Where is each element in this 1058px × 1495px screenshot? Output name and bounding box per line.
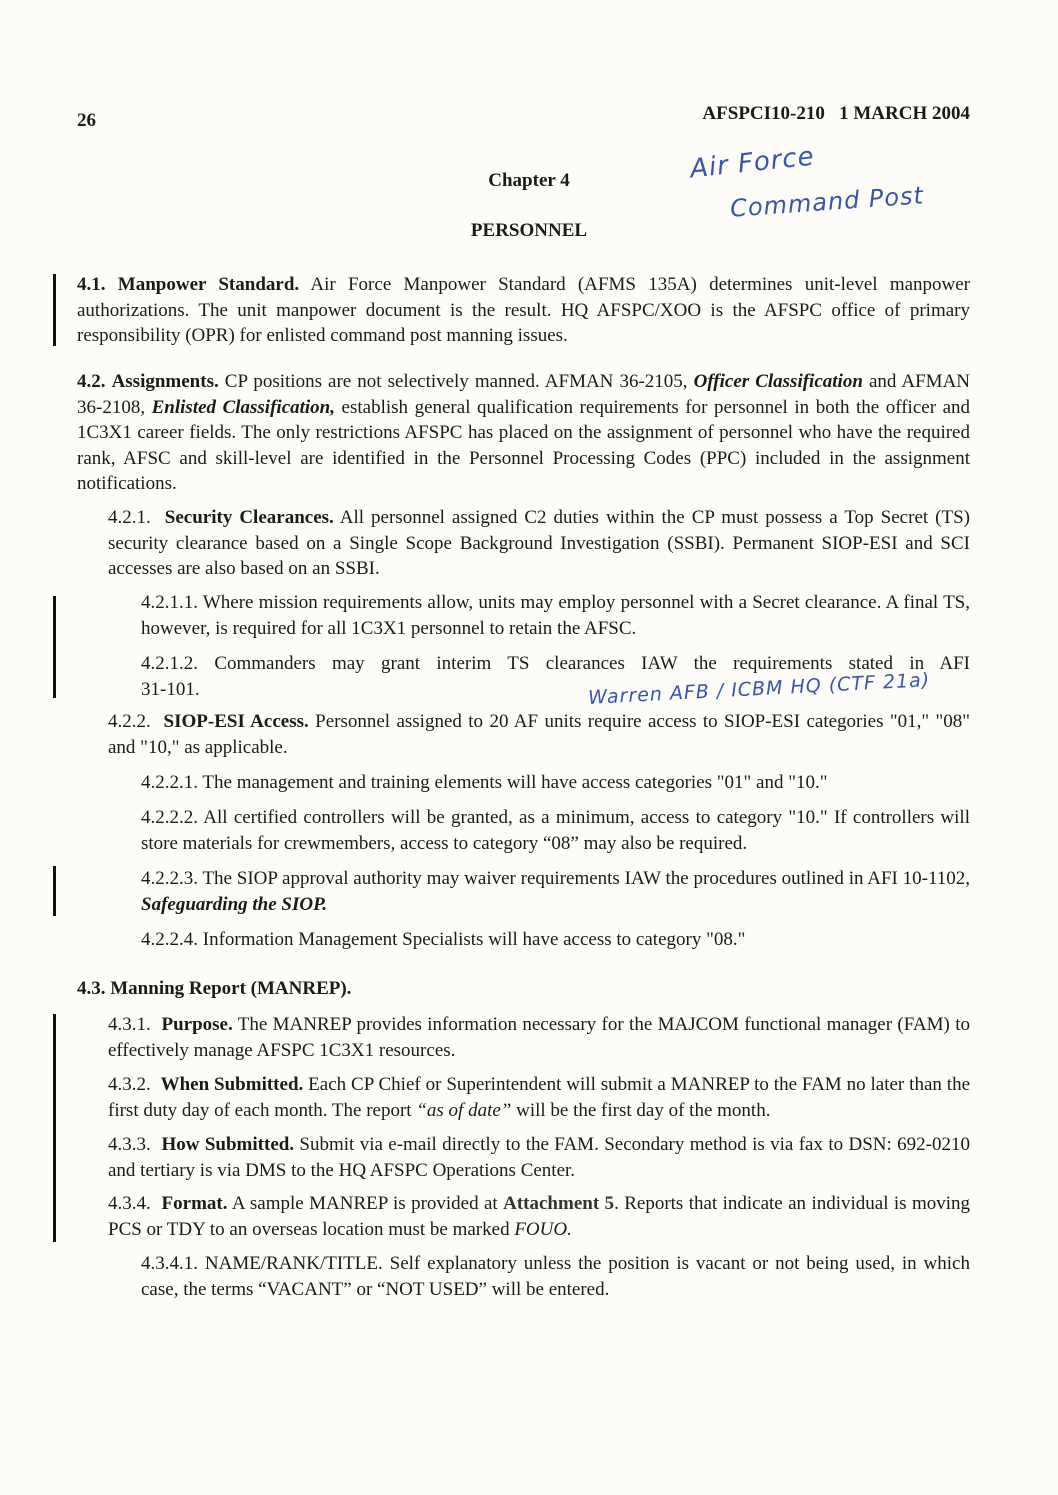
change-bar [53, 866, 56, 916]
section-4-3-2 [108, 1072, 970, 1123]
section-number: 4.3.1. [108, 1014, 151, 1035]
page-number: 26 [77, 110, 96, 131]
handwritten-note-top-1: Air Force [688, 141, 817, 185]
chapter-title: PERSONNEL [470, 220, 588, 241]
section-title: Security Clearances. [164, 507, 334, 528]
section-number: 4.2.2. [108, 711, 151, 732]
section-4-3-4 [108, 1191, 970, 1242]
attachment-link[interactable]: Attachment 5 [503, 1193, 615, 1214]
section-4-3-1 [108, 1012, 970, 1063]
change-bar [53, 274, 56, 346]
section-number: 4.2. [77, 371, 106, 392]
section-number: 4.3.4. [108, 1193, 151, 1214]
section-text: establish general qualification requirements for personnel in both the officer and 1C3X1 career fields. The only restrictions AFSPC has placed on the assignment of personnel who have the required rank, AFSC and skill-level are identified in the Personnel Processing Codes (PPC) included in the assignment notifications. [77, 396, 971, 494]
section-title: Assignments. [111, 371, 219, 392]
emphasis-text: FOUO. [514, 1218, 572, 1240]
section-4-3 [77, 976, 970, 1002]
change-bar [53, 596, 56, 698]
section-text: Personnel assigned to 20 AF units require access to SIOP-ESI categories "01," "08" and "10," as applicable. [108, 711, 971, 758]
reference-title: Enlisted Classification, [151, 396, 335, 418]
handwritten-note-top-2: Command Post [729, 181, 925, 223]
section-text: Air Force Manpower Standard (AFMS 135A) determines unit-level manpower authorizations. The unit manpower document is the result. HQ AFSPC/XOO is the AFSPC office of primary responsibility (OPR) for enlisted command post manning issues. [77, 274, 971, 346]
section-text: Each CP Chief or Superintendent will submit a MANREP to the FAM no later than the first duty day of each month. The report [108, 1074, 971, 1121]
section-4-1 [77, 272, 970, 349]
section-title: Manning Report (MANREP). [110, 978, 352, 999]
section-number: 4.1. [77, 274, 106, 295]
section-number: 4.3.3. [108, 1134, 151, 1155]
chapter-label: Chapter 4 [488, 170, 570, 191]
section-number: 4.3. [77, 978, 106, 999]
section-title: How Submitted. [161, 1134, 295, 1155]
section-text: The MANREP provides information necessary for the MAJCOM functional manager (FAM) to effectively manage AFSPC 1C3X1 resources. [108, 1014, 970, 1061]
section-4-2-2-1: 4.2.2.1. The management and training elements will have access categories "01" and "10." [141, 772, 828, 793]
section-text: 4.2.2.3. The SIOP approval authority may waiver requirements IAW the procedures outlined in AFI 10-1102, [141, 868, 970, 889]
section-4-3-4-1: 4.3.4.1. NAME/RANK/TITLE. Self explanatory unless the position is vacant or not being used, in which case, the terms “VACANT” or “NOT USED” will be entered. [141, 1253, 970, 1300]
section-text: A sample MANREP is provided at [227, 1193, 504, 1214]
section-text: . Reports that indicate an individual is moving PCS or TDY to an overseas location must be marked [108, 1193, 971, 1240]
section-text: 4.2.1.2. Commanders may grant interim TS clearances IAW the requirements stated in AFI [141, 653, 970, 674]
section-4-2-2-2: 4.2.2.2. All certified controllers will be granted, as a minimum, access to category "10." If controllers will store materials for crewmembers, access to category “08” may also be required. [141, 807, 970, 854]
section-text: and AFMAN 36-2108, [77, 371, 971, 418]
section-number: 4.3.2. [108, 1074, 151, 1095]
reference-title: Officer Classification [693, 371, 863, 392]
section-title: Purpose. [161, 1014, 233, 1035]
change-bar [53, 1014, 56, 1242]
section-text: Submit via e-mail directly to the FAM. Secondary method is via fax to DSN: 692-0210 and tertiary is via DMS to the HQ AFSPC Operations Center. [108, 1134, 970, 1181]
reference-title: Safeguarding the SIOP. [141, 893, 328, 915]
section-4-3-3 [108, 1132, 970, 1183]
section-text: will be the first day of the month. [511, 1099, 771, 1121]
section-4-2-2-4: 4.2.2.4. Information Management Specialists will have access to category "08." [141, 929, 746, 950]
section-text: 31-101. [141, 678, 200, 700]
section-4-2 [77, 369, 970, 497]
section-title: Format. [161, 1193, 228, 1214]
section-4-2-2 [108, 709, 970, 760]
section-title: When Submitted. [160, 1074, 304, 1095]
section-title: Manpower Standard. [117, 274, 300, 295]
section-text: CP positions are not selectively manned. AFMAN 36-2105, [218, 371, 694, 392]
section-4-2-1 [108, 505, 970, 582]
section-4-2-2-3 [141, 866, 970, 917]
section-4-2-1-1: 4.2.1.1. Where mission requirements allow, units may employ personnel with a Secret clearance. A final TS, however, is required for all 1C3X1 personnel to retain the AFSC. [141, 592, 970, 639]
emphasis-text: “as of date” [416, 1099, 512, 1121]
document-id: AFSPCI10-210 1 MARCH 2004 [702, 103, 970, 124]
section-number: 4.2.1. [108, 507, 151, 528]
handwritten-note-inline: Warren AFB / ICBM HQ (CTF 21a) [587, 669, 931, 709]
section-title: SIOP-ESI Access. [163, 711, 309, 732]
section-text: All personnel assigned C2 duties within the CP must possess a Top Secret (TS) security clearance based on a Single Scope Background Investigation (SSBI). Permanent SIOP-ESI and SCI accesses are also based on an SSBI. [108, 507, 970, 579]
